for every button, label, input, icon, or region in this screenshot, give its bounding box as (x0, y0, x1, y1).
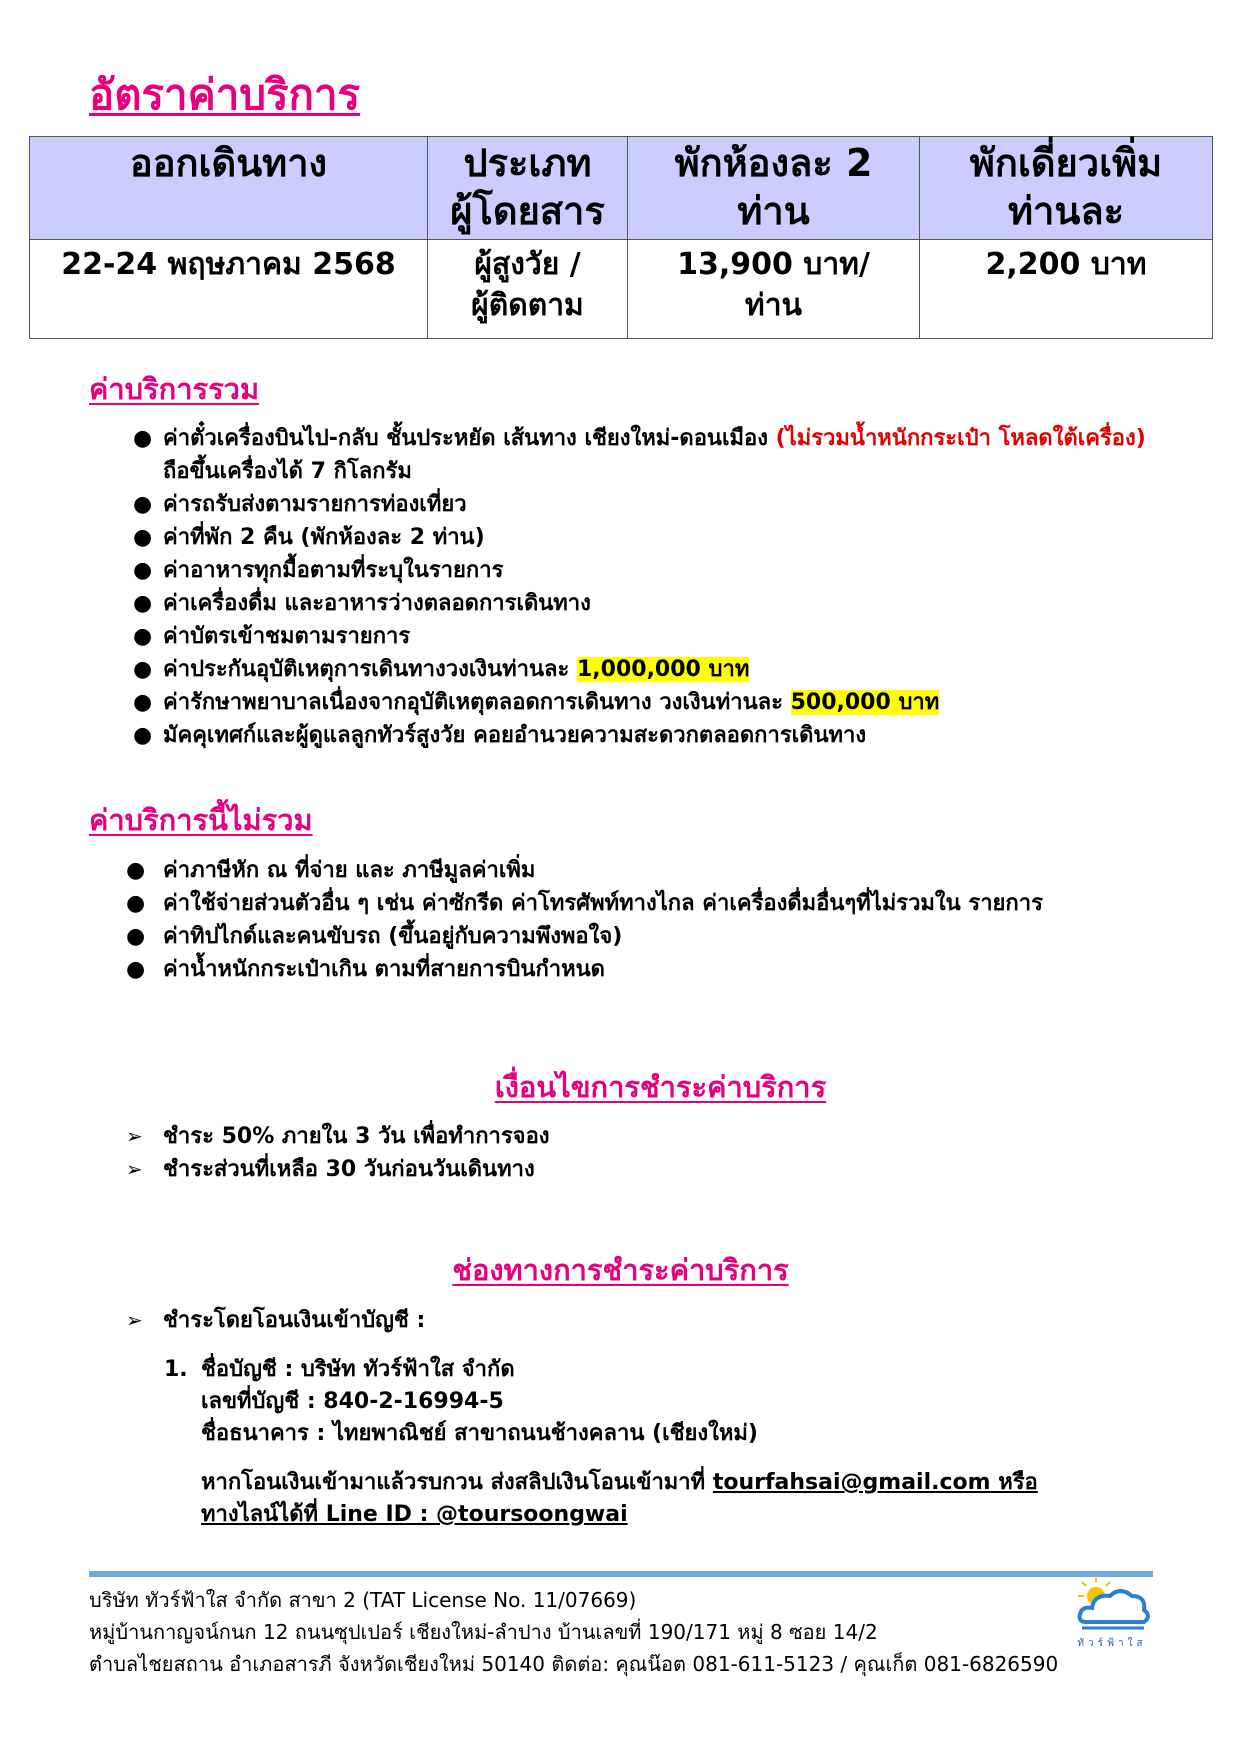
bullet-icon: ● (133, 723, 153, 748)
header-twin-room: พักห้องละ 2 ท่าน (628, 137, 920, 240)
bullet-icon: ● (133, 657, 153, 682)
list-item: ➢ ชำระส่วนที่เหลือ 30 วันก่อนวันเดินทาง (126, 1153, 1126, 1186)
bullet-icon: ● (126, 891, 146, 916)
bullet-icon: ● (133, 591, 153, 616)
footer-divider (89, 1571, 1153, 1577)
payment-channels-heading: ช่องทางการชำระค่าบริการ (452, 1253, 789, 1287)
account-name: ชื่อบัญชี : บริษัท ทัวร์ฟ้าใส จำกัด (201, 1357, 515, 1382)
footer-contact: ตำบลไชยสถาน อำเภอสารภี จังหวัดเชียงใหม่ 50140 ติดต่อ: คุณน๊อต 081-611-5123 / คุณเก็ต 081-6826590 (89, 1652, 1059, 1676)
cell-single-supplement: 2,200 บาท (920, 240, 1213, 339)
footer (89, 1584, 1058, 1680)
insurance-amount: 1,000,000 บาท (576, 657, 750, 682)
list-item: ● มัคคุเทศก์และผู้ดูแลลูกทัวร์สูงวัย คอยอำนวยความสะดวกตลอดการเดินทาง (133, 719, 1153, 752)
bullet-icon: ● (133, 426, 153, 451)
arrow-right-icon: ➢ (126, 1157, 143, 1181)
bullet-icon: ● (126, 957, 146, 982)
logo-text: ทัวร์ฟ้าใส (1077, 1638, 1147, 1649)
payment-terms-heading: เงื่อนไขการชำระค่าบริการ (494, 1070, 827, 1104)
medical-amount: 500,000 บาท (790, 690, 940, 715)
list-item: ● ค่าตั๋วเครื่องบินไป-กลับ ชั้นประหยัด เส้นทาง เชียงใหม่-ดอนเมือง (ไม่รวมน้ำหนักกระเป๋า โหลดใต้เครื่อง) ถือขึ้นเครื่องได้ 7 กิโลกรัม (133, 422, 1153, 488)
bullet-icon: ● (133, 492, 153, 517)
payment-method: ➢ ชำระโดยโอนเงินเข้าบัญชี : (126, 1304, 425, 1337)
cell-twin-price: 13,900 บาท/ ท่าน (628, 240, 920, 339)
rate-table-header-row (30, 137, 1213, 240)
page-title: อัตราค่าบริการ (89, 70, 361, 119)
list-item: ● ค่าใช้จ่ายส่วนตัวอื่น ๆ เช่น ค่าซักรีด ค่าโทรศัพท์ทางไกล ค่าเครื่องดื่มอื่นๆที่ไม่รวมใน รายการ (126, 887, 1116, 920)
list-item: ● ค่ารถรับส่งตามรายการท่องเที่ยว (133, 488, 1153, 521)
payment-terms-list (126, 1120, 1126, 1186)
account-details (164, 1354, 1144, 1531)
header-single-supplement: พักเดี่ยวเพิ่ม ท่านละ (920, 137, 1213, 240)
header-passenger-type: ประเภท ผู้โดยสาร (428, 137, 628, 240)
footer-company: บริษัท ทัวร์ฟ้าใส จำกัด สาขา 2 (TAT License No. 11/07669) (89, 1588, 637, 1612)
list-item: ➢ ชำระ 50% ภายใน 3 วัน เพื่อทำการจอง (126, 1120, 1126, 1153)
list-item: ● ค่าบัตรเข้าชมตามรายการ (133, 620, 1153, 653)
cell-passenger-type: ผู้สูงวัย / ผู้ติดตาม (428, 240, 628, 339)
transfer-notice: หากโอนเงินเข้ามาแล้วรบกวน ส่งสลิปเงินโอนเข้ามาที่ tourfahsai@gmail.com หรือ (201, 1470, 1038, 1495)
list-item: ● ค่าทิปไกด์และคนขับรถ (ขึ้นอยู่กับความพึงพอใจ) (126, 920, 1116, 953)
arrow-right-icon: ➢ (126, 1124, 143, 1148)
header-departure: ออกเดินทาง (30, 137, 428, 240)
included-heading: ค่าบริการรวม (89, 372, 260, 406)
bullet-icon: ● (126, 858, 146, 883)
footer-address: หมู่บ้านกาญจน์กนก 12 ถนนซุปเปอร์ เชียงใหม่-ลำปาง บ้านเลขที่ 190/171 หมู่ 8 ซอย 14/2 (89, 1620, 878, 1644)
excluded-heading: ค่าบริการนี้ไม่รวม (89, 803, 313, 837)
bank-name: ชื่อธนาคาร : ไทยพาณิชย์ สาขาถนนช้างคลาน (เชียงใหม่) (201, 1421, 758, 1446)
account-no: เลขที่บัญชี : 840-2-16994-5 (201, 1389, 504, 1414)
list-item: ● ค่าประกันอุบัติเหตุการเดินทางวงเงินท่านละ 1,000,000 บาท (133, 653, 1153, 686)
excluded-list (126, 854, 1116, 986)
bullet-icon: ● (126, 924, 146, 949)
account-number-label: 1. (164, 1357, 188, 1382)
sun-cloud-icon (1072, 1572, 1152, 1652)
email-link[interactable]: tourfahsai@gmail.com (712, 1470, 991, 1495)
rate-table (29, 136, 1213, 339)
bullet-icon: ● (133, 525, 153, 550)
list-item: ● ค่าภาษีหัก ณ ที่จ่าย และ ภาษีมูลค่าเพิ่ม (126, 854, 1116, 887)
line-id-link[interactable]: ทางไลน์ได้ที่ Line ID : @toursoongwai (201, 1502, 628, 1527)
cell-date: 22-24 พฤษภาคม 2568 (30, 240, 428, 339)
list-item: ● ค่ารักษาพยาบาลเนื่องจากอุบัติเหตุตลอดการเดินทาง วงเงินท่านละ 500,000 บาท (133, 686, 1153, 719)
list-item: ● ค่าเครื่องดื่ม และอาหารว่างตลอดการเดินทาง (133, 587, 1153, 620)
baggage-note: (ไม่รวมน้ำหนักกระเป๋า โหลดใต้เครื่อง) (775, 426, 1146, 451)
list-item: ● ค่าอาหารทุกมื้อตามที่ระบุในรายการ (133, 554, 1153, 587)
bullet-icon: ● (133, 624, 153, 649)
table-row (30, 240, 1213, 339)
list-item: ● ค่าที่พัก 2 คืน (พักห้องละ 2 ท่าน) (133, 521, 1153, 554)
list-item: ● ค่าน้ำหนักกระเป๋าเกิน ตามที่สายการบินกำหนด (126, 953, 1116, 986)
bullet-icon: ● (133, 558, 153, 583)
bullet-icon: ● (133, 690, 153, 715)
included-list (133, 422, 1153, 752)
arrow-right-icon: ➢ (126, 1308, 143, 1332)
